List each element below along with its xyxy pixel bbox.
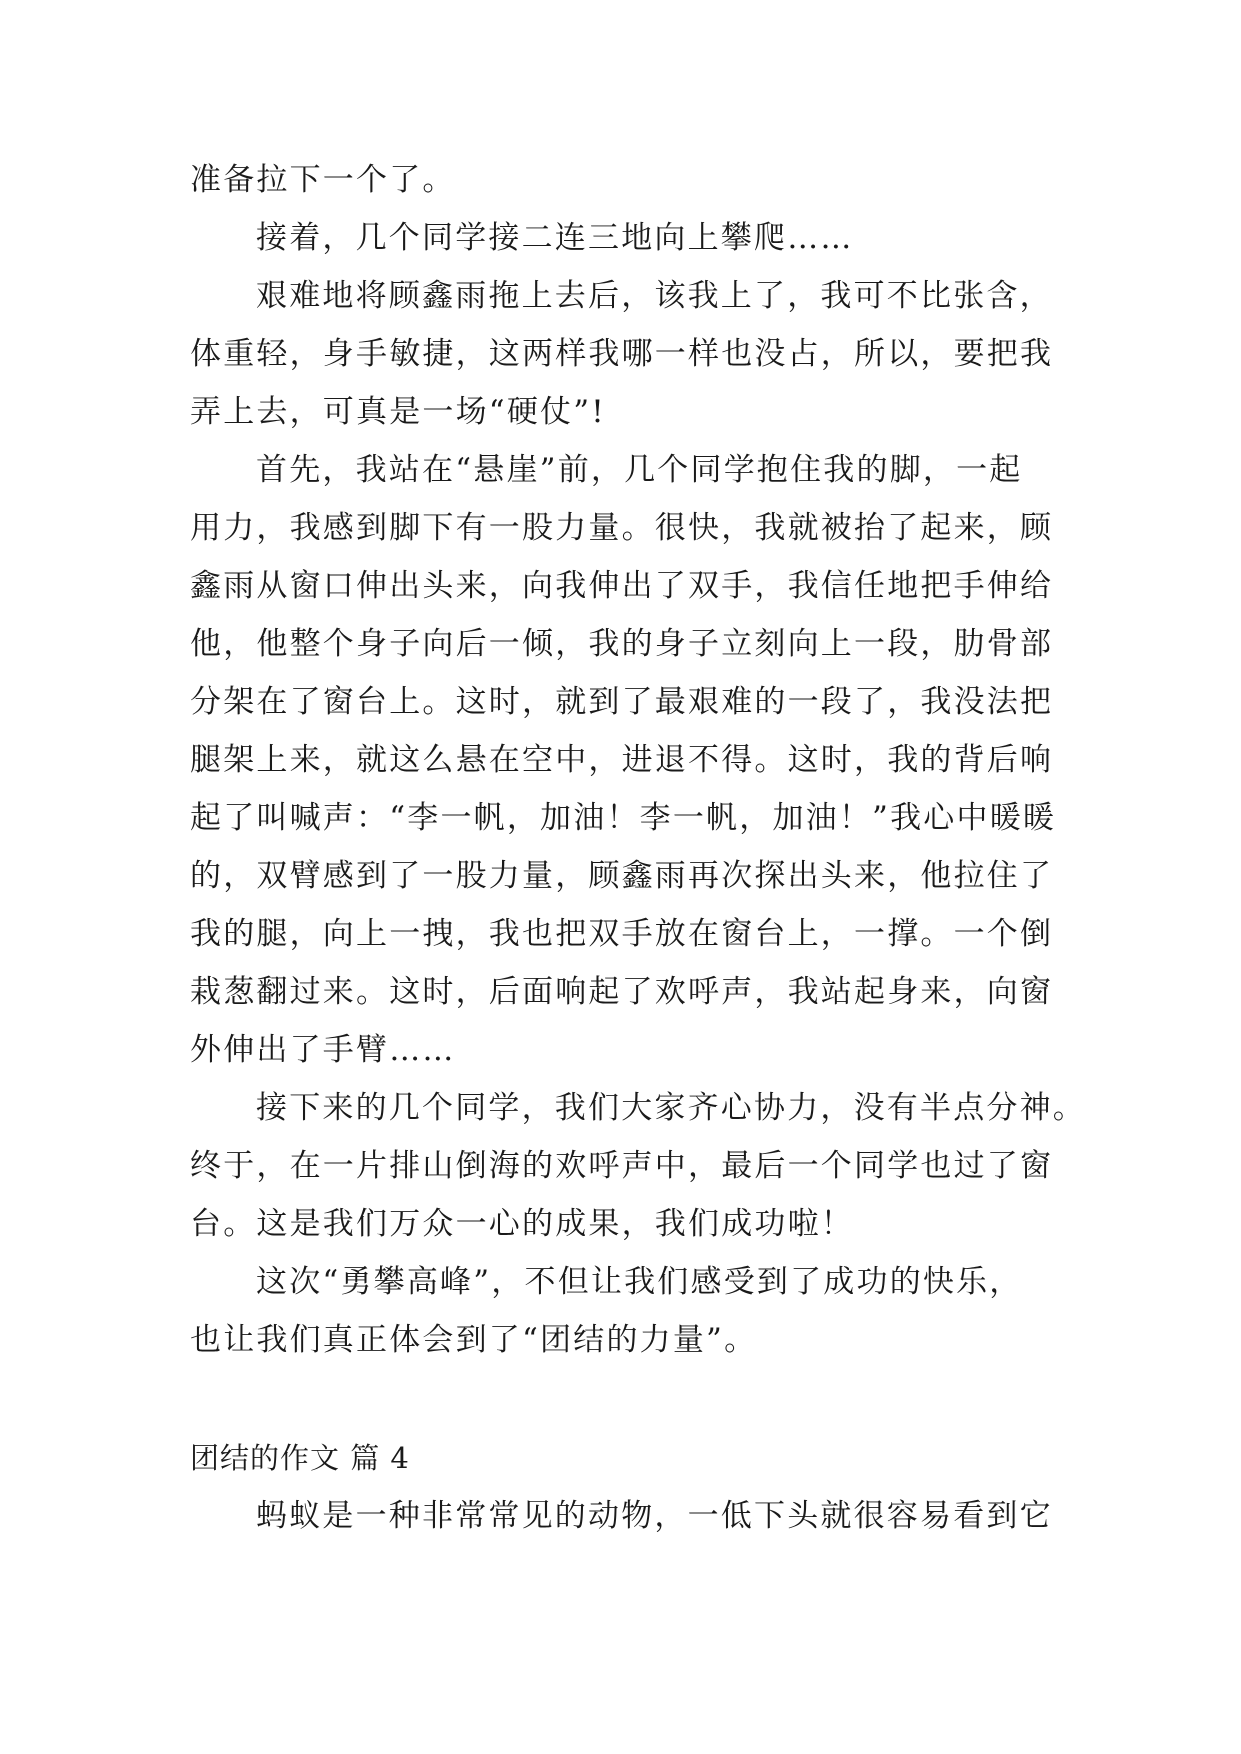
text-line: 准备拉下一个了。 <box>190 162 456 198</box>
text-line: 弄上去，可真是一场“硬仗”! <box>190 394 606 430</box>
text-line: 分架在了窗台上。这时，就到了最艰难的一段了，我没法把 <box>190 684 1054 720</box>
paragraph-start: 这次“勇攀高峰”，不但让我们感受到了成功的快乐， <box>256 1264 1023 1300</box>
text-line: 的，双臂感到了一股力量，顾鑫雨再次探出头来，他拉住了 <box>190 858 1054 894</box>
paragraph-start: 蚂蚁是一种非常常见的动物，一低下头就很容易看到它 <box>256 1498 1053 1534</box>
text-line: 我的腿，向上一拽，我也把双手放在窗台上，一撑。一个倒 <box>190 916 1054 952</box>
text-line: 鑫雨从窗口伸出头来，向我伸出了双手，我信任地把手伸给 <box>190 568 1054 604</box>
text-line: 栽葱翻过来。这时，后面响起了欢呼声，我站起身来，向窗 <box>190 974 1054 1010</box>
text-line: 终于，在一片排山倒海的欢呼声中，最后一个同学也过了窗 <box>190 1148 1054 1184</box>
text-line: 他，他整个身子向后一倾，我的身子立刻向上一段，肋骨部 <box>190 626 1054 662</box>
section-heading: 团结的作文 篇 4 <box>190 1441 410 1475</box>
text-line: 台。这是我们万众一心的成果，我们成功啦！ <box>190 1206 854 1242</box>
text-line: 外伸出了手臂…… <box>190 1032 456 1068</box>
text-line: 腿架上来，就这么悬在空中，进退不得。这时，我的背后响 <box>190 742 1054 778</box>
text-line: 也让我们真正体会到了“团结的力量”。 <box>190 1322 758 1358</box>
text-line: 体重轻，身手敏捷，这两样我哪一样也没占，所以，要把我 <box>190 336 1054 372</box>
paragraph-start: 接着，几个同学接二连三地向上攀爬…… <box>256 220 854 256</box>
paragraph-start: 接下来的几个同学，我们大家齐心协力，没有半点分神。 <box>256 1090 1086 1126</box>
text-line: 起了叫喊声：“李一帆，加油！李一帆，加油！”我心中暖暖 <box>190 800 1057 836</box>
paragraph-start: 艰难地将顾鑫雨拖上去后，该我上了，我可不比张含， <box>256 278 1053 314</box>
paragraph-start: 首先，我站在“悬崖”前，几个同学抱住我的脚，一起 <box>256 452 1023 488</box>
text-line: 用力，我感到脚下有一股力量。很快，我就被抬了起来，顾 <box>190 510 1054 546</box>
